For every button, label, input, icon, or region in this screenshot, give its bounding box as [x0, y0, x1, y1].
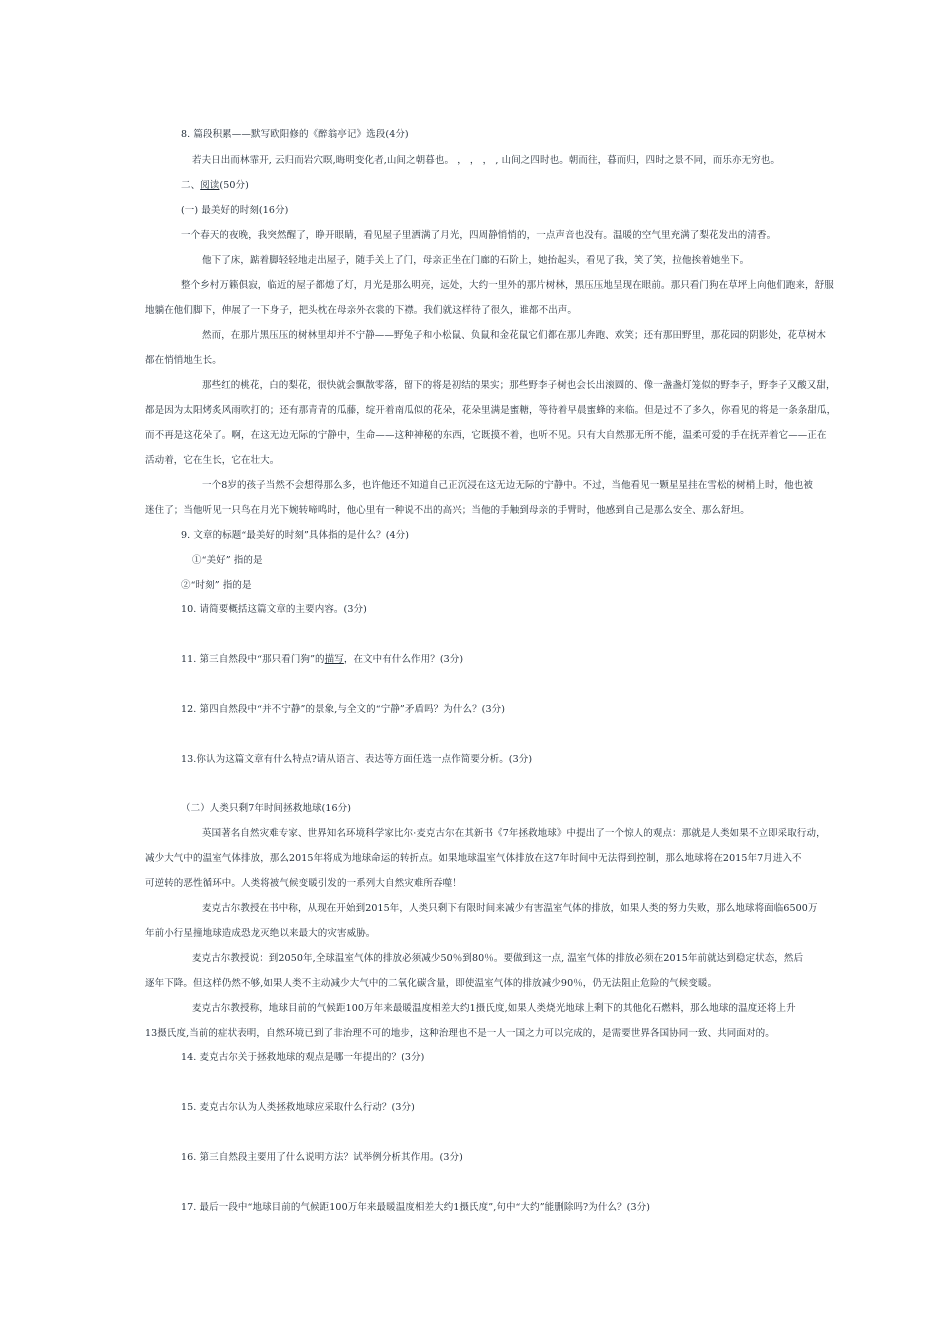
passage1-p4-line1: 然而，在那片黑压压的树林里却并不宁静——野兔子和小松鼠、负鼠和金花鼠它们都在那儿奔跑、欢笑；还有那田野里，那花园的阴影处，花草树木	[202, 330, 827, 341]
q9-answer1: ①“美好” 指的是	[192, 555, 263, 566]
q17: 17. 最后一段中“地球目前的气候距100万年来最暖温度相差大约1摄氏度”,句中“大约”能删除吗?为什么？(3分)	[181, 1202, 651, 1213]
q11-prefix: 11. 第三自然段中“那只看门狗”的	[181, 654, 325, 665]
passage1-p6-line2: 迷住了；当他听见一只鸟在月光下婉转啼鸣时，他心里有一种说不出的高兴；当他的手触到母亲的手臂时，他感到自己是那么安全、那么舒坦。	[145, 505, 750, 516]
q15: 15. 麦克古尔认为人类拯救地球应采取什么行动？(3分)	[181, 1102, 415, 1113]
passage1-p2: 他下了床，踮着脚轻轻地走出屋子，随手关上了门，母亲正坐在门廊的石阶上，她抬起头，看见了我，笑了笑，拉他挨着她坐下。	[202, 255, 750, 266]
q11-suffix: ，在文中有什么作用？(3分)	[343, 654, 464, 665]
section2-link[interactable]: 阅读	[200, 180, 220, 191]
passage2-p3-line2: 逐年下降。但这样仍然不够,如果人类不主动减少大气中的二氧化碳含量，即使温室气体的排放减少90％，仍无法阻止危险的气候变暖。	[145, 978, 718, 989]
passage1-p3-line1: 整个乡村万籁俱寂，临近的屋子都熄了灯，月光是那么明亮，远处，大约一里外的那片树林，黑压压地呈现在眼前。那只看门狗在草坪上向他们跑来，舒服	[181, 280, 834, 291]
q11	[181, 654, 463, 666]
section2-heading	[181, 180, 249, 192]
q11-link[interactable]: 描写	[324, 654, 344, 665]
passage1-p5-line1: 那些红的桃花，白的梨花，很快就会飘散零落，留下的将是初结的果实；那些野李子树也会长出滚圆的、像一盏盏灯笼似的野李子，野李子又酸又甜，	[202, 380, 836, 391]
passage2-p3-line1: 麦克古尔教授说：到2050年,全球温室气体的排放必须减少50％到80％。要做到这一点, 温室气体的排放必须在2015年前就达到稳定状态，然后	[192, 953, 804, 964]
passage2-p1-line2: 减少大气中的温室气体排放，那么2015年将成为地球命运的转折点。如果地球温室气体排放在这7年时间中无法得到控制，那么地球将在2015年7月进入不	[145, 853, 802, 864]
q13: 13.你认为这篇文章有什么特点?请从语言、表达等方面任选一点作简要分析。(3分)	[181, 754, 533, 765]
q9-title: 9. 文章的标题“最美好的时刻”具体指的是什么？(4分)	[181, 530, 410, 541]
passage1-p5-line2: 都是因为太阳烤炙风雨吹打的；还有那青青的瓜藤，绽开着南瓜似的花朵，花朵里满是蜜糖，等待着早晨蜜蜂的来临。但是过不了多久，你看见的将是一条条甜瓜，	[145, 405, 837, 416]
passage1-title: (一) 最美好的时刻(16分)	[181, 205, 289, 216]
passage1-p6-line1: 一个8岁的孩子当然不会想得那么多，也许他还不知道自己正沉浸在这无边无际的宁静中。不过，当他看见一颗星星挂在雪松的树梢上时，他也被	[202, 480, 813, 491]
passage1-p5-line3: 而不再是这花朵了。啊，在这无边无际的宁静中，生命——这种神秘的东西，它既摸不着，也听不见。只有大自然那无所不能，温柔可爱的手在抚弄着它——正在	[145, 430, 827, 441]
q16: 16. 第三自然段主要用了什么说明方法？试举例分析其作用。(3分)	[181, 1152, 463, 1163]
section2-suffix: (50分)	[219, 180, 249, 191]
passage1-p5-line4: 活动着，它在生长，它在壮大。	[145, 455, 280, 466]
passage2-p1-line1: 英国著名自然灾难专家、世界知名环境科学家比尔·麦克古尔在其新书《7年拯救地球》中提出了一个惊人的观点：那就是人类如果不立即采取行动，	[202, 828, 826, 839]
section2-prefix: 二、	[181, 180, 201, 191]
q9-answer2: ②“时刻” 指的是	[181, 580, 252, 591]
q12: 12. 第四自然段中“并不宁静”的景象,与全文的“宁静”矛盾吗？为什么？(3分)	[181, 704, 506, 715]
passage2-p2-line2: 年前小行星撞地球造成恐龙灭绝以来最大的灾害威胁。	[145, 928, 376, 939]
passage2-title: （二）人类只剩7年时间拯救地球(16分)	[181, 803, 352, 814]
passage1-p4-line2: 都在悄悄地生长。	[145, 355, 222, 366]
q8-text: 若夫日出而林霏开, 云归而岩穴暝,晦明变化者,山间之朝暮也。 ， ， ， , 山间之四时也。朝而往，暮而归，四时之景不同，而乐亦无穷也。	[192, 155, 780, 166]
passage2-p4-line1: 麦克古尔教授称，地球目前的气候距100万年来最暖温度相差大约1摄氏度,如果人类烧光地球上剩下的其他化石燃料，那么地球的温度还将上升	[192, 1003, 796, 1014]
passage1-p1: 一个春天的夜晚，我突然醒了，睁开眼睛，看见屋子里洒满了月光，四周静悄悄的，一点声音也没有。温暖的空气里充满了梨花发出的清香。	[181, 230, 777, 241]
passage2-p1-line3: 可逆转的恶性循环中。人类将被气候变暖引发的一系列大自然灾难所吞噬！	[145, 878, 462, 889]
passage1-p3-line2: 地躺在他们脚下，伸展了一下身子，把头枕在母亲外衣裳的下襟。我们就这样待了很久，谁都不出声。	[145, 305, 578, 316]
passage2-p4-line2: 13摄氏度,当前的症状表明，自然环境已到了非治理不可的地步，这种治理也不是一人一国之力可以完成的，是需要世界各国协同一致、共同面对的。	[145, 1028, 775, 1039]
q8-title: 8. 篇段积累——默写欧阳修的《醉翁亭记》选段(4分)	[181, 129, 409, 140]
q10: 10. 请简要概括这篇文章的主要内容。(3分)	[181, 604, 367, 615]
passage2-p2-line1: 麦克古尔教授在书中称，从现在开始到2015年，人类只剩下有限时间来减少有害温室气体的排放，如果人类的努力失败，那么地球将面临6500万	[202, 903, 818, 914]
q14: 14. 麦克古尔关于拯救地球的观点是哪一年提出的？(3分)	[181, 1052, 425, 1063]
